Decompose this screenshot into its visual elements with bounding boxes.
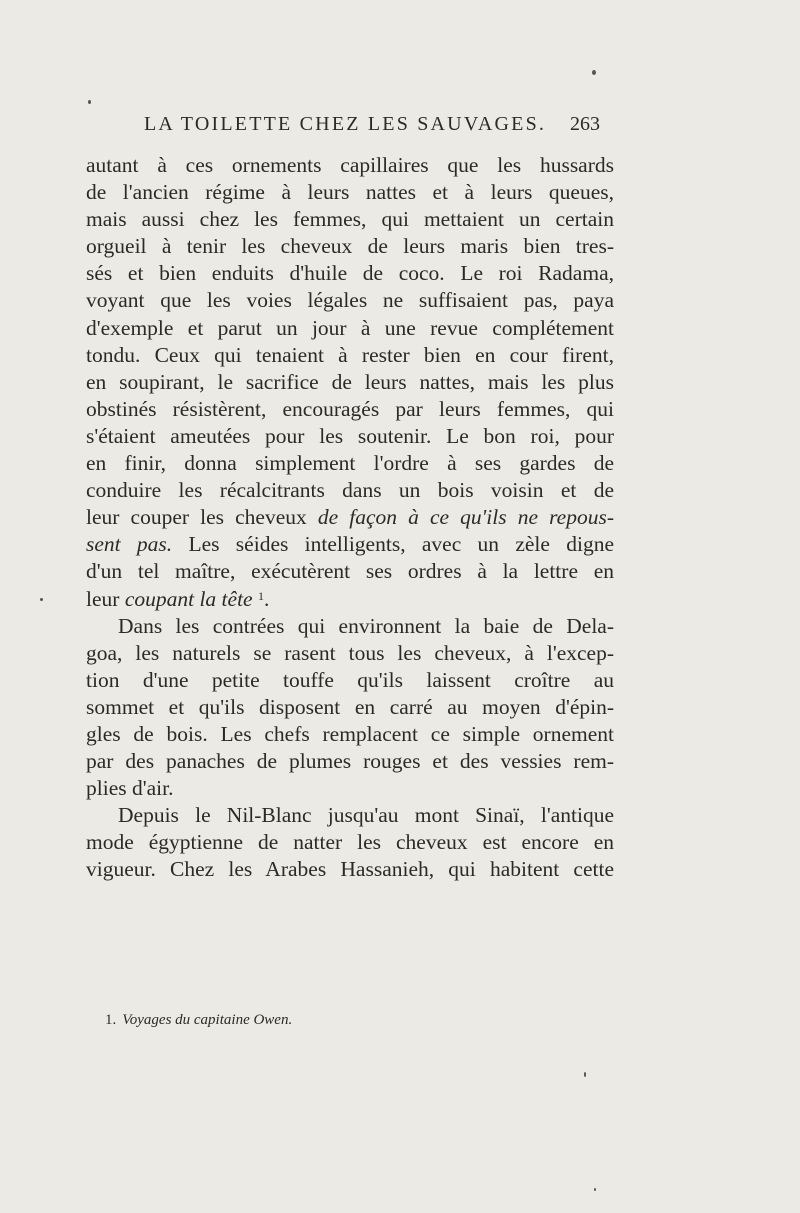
text-line: sés et bien enduits d'huile de coco. Le roi Radama, (86, 261, 614, 286)
text-line: voyant que les voies légales ne suffisaient pas, paya (86, 288, 614, 313)
text-line: d'exemple et parut un jour à une revue complétement (86, 315, 614, 340)
text-line: en soupirant, le sacrifice de leurs nattes, mais les plus (86, 369, 614, 394)
text-run: leur couper les cheveux (86, 505, 318, 530)
text-line: autant à ces ornements capillaires que les hussards (86, 153, 614, 177)
running-head: LA TOILETTE CHEZ LES SAUVAGES. (144, 113, 547, 135)
text-line (86, 531, 614, 558)
paragraph-first-line: Depuis le Nil-Blanc jusqu'au mont Sinaï, l'antique (118, 803, 614, 828)
text-line: de l'ancien régime à leurs nattes et à leurs queues, (86, 180, 614, 205)
text-line: s'étaient ameutées pour les soutenir. Le bon roi, pour (86, 423, 614, 448)
text-line: tondu. Ceux qui tenaient à rester bien en cour firent, (86, 342, 614, 367)
text-line: tion d'une petite touffe qu'ils laissent croître au (86, 667, 614, 692)
paragraph-first-line: Dans les contrées qui environnent la baie de Dela- (118, 613, 614, 638)
text-line: goa, les naturels se rasent tous les cheveux, à l'excep- (86, 640, 614, 665)
footnote-reference[interactable]: 1 (257, 588, 264, 603)
text-line: par des panaches de plumes rouges et des vessies rem- (86, 749, 614, 774)
italic-run: de façon à ce qu'ils ne repous- (317, 505, 614, 530)
text-run: leur (86, 586, 125, 611)
text-line: sommet et qu'ils disposent en carré au moyen d'épin- (86, 694, 614, 719)
text-line: orgueil à tenir les cheveux de leurs maris bien tres- (86, 234, 614, 259)
ink-speck (594, 1188, 596, 1191)
italic-run: sent pas. (86, 532, 173, 557)
ink-speck (88, 100, 91, 104)
text-line: gles de bois. Les chefs remplacent ce simple ornement (86, 721, 614, 746)
page-header (144, 113, 600, 147)
footnote (105, 1012, 292, 1029)
text-line: en finir, donna simplement l'ordre à ses gardes de (86, 451, 614, 476)
text-line: obstinés résistèrent, encouragés par leurs femmes, qui (86, 396, 614, 421)
footnote-text: Voyages du capitaine Owen. (122, 1012, 293, 1028)
text-run: Les séides intelligents, avec un zèle digne (172, 532, 614, 557)
text-run: . (263, 586, 270, 611)
text-line: conduire les récalcitrants dans un bois voisin et de (86, 478, 614, 503)
ink-speck (40, 598, 43, 601)
body-text (86, 152, 614, 884)
footnote-number: 1. (105, 1012, 117, 1028)
text-line: plies d'air. (86, 776, 174, 801)
page-number: 263 (570, 113, 600, 135)
italic-run: coupant la tête (124, 586, 253, 611)
text-line: mode égyptienne de natter les cheveux est encore en (86, 830, 614, 855)
ink-speck (592, 70, 596, 75)
text-line: mais aussi chez les femmes, qui mettaient un certain (86, 207, 614, 232)
text-line (86, 586, 614, 613)
text-line: d'un tel maître, exécutèrent ses ordres à la lettre en (86, 559, 614, 584)
text-line (86, 504, 614, 531)
text-line: vigueur. Chez les Arabes Hassanieh, qui habitent cette (86, 857, 614, 882)
ink-speck (584, 1072, 586, 1077)
